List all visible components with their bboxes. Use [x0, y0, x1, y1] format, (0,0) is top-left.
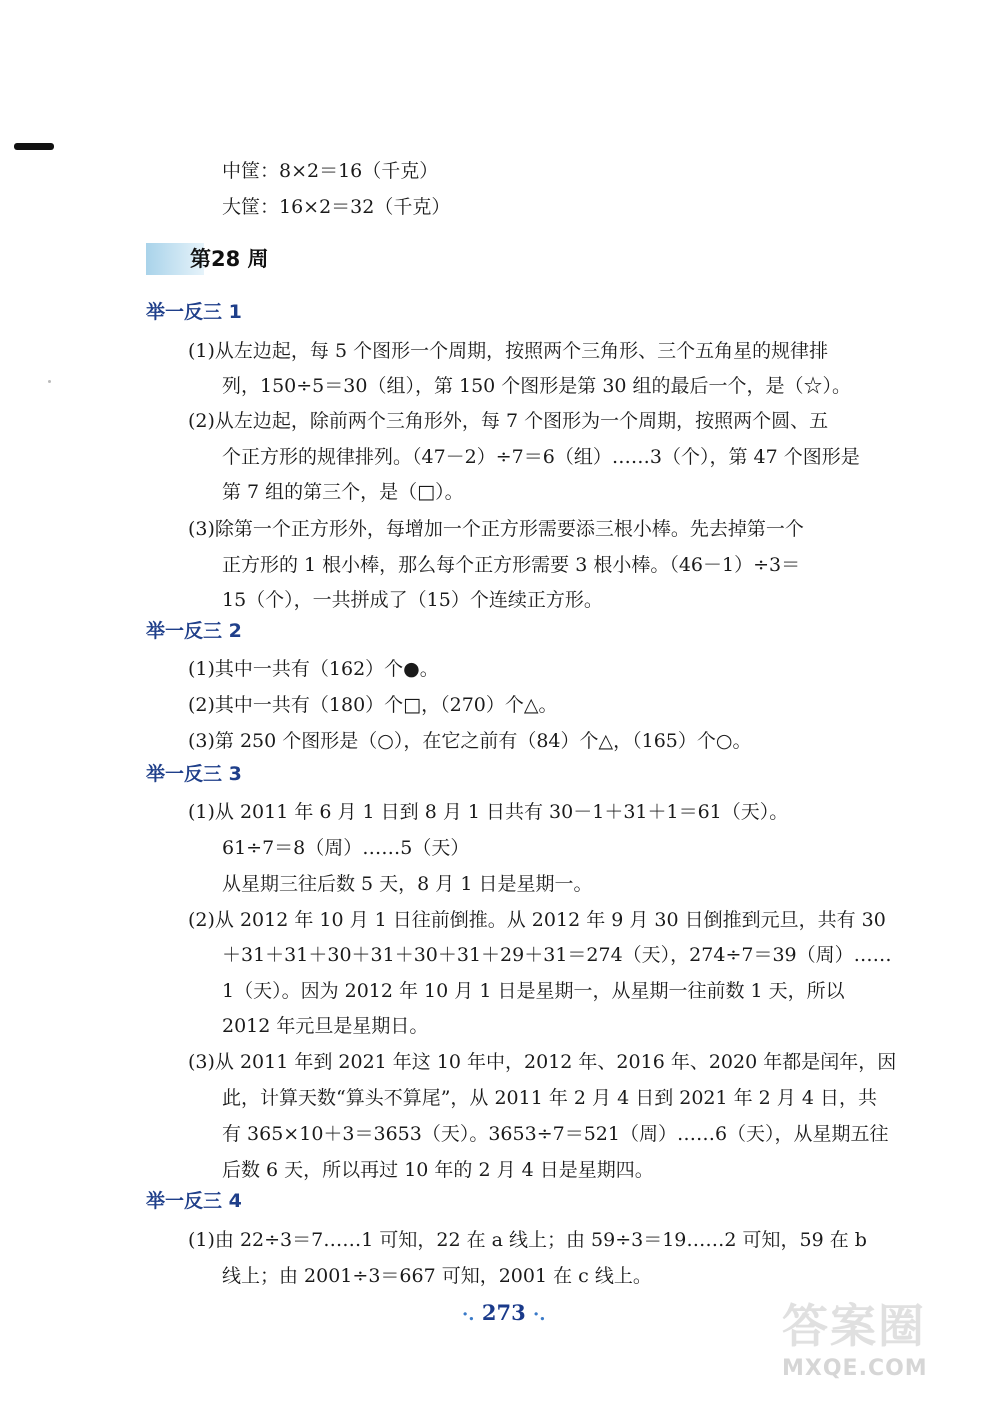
page-number — [462, 1300, 546, 1325]
s3-p3-line1: (3)从 2011 年到 2021 年这 10 年中，2012 年、2016 年、2020 年都是闰年，因 — [188, 1051, 897, 1073]
watermark-logo — [782, 1290, 982, 1400]
s3-p1-line1: (1)从 2011 年 6 月 1 日到 8 月 1 日共有 30－1＋31＋1＝61（天）。 — [188, 801, 789, 823]
week-title: 第28 周 — [190, 247, 269, 271]
page-edge-mark — [14, 143, 54, 150]
s3-p2-line4: 2012 年元旦是星期日。 — [222, 1015, 429, 1037]
section-heading-1: 举一反三 1 — [146, 301, 242, 323]
s3-p2-line1: (2)从 2012 年 10 月 1 日往前倒推。从 2012 年 9 月 30 日倒推到元旦，共有 30 — [188, 909, 886, 931]
s2-p3: (3)第 250 个图形是（○），在它之前有（84）个△，（165）个○。 — [188, 730, 752, 752]
s1-p3-line2: 正方形的 1 根小棒，那么每个正方形需要 3 根小棒。（46－1）÷3＝ — [222, 554, 801, 576]
page-number-dots-left: ·. — [462, 1304, 475, 1325]
medium-basket-line: 中筐：8×2＝16（千克） — [222, 160, 439, 182]
s1-p2-line2: 个正方形的规律排列。（47－2）÷7＝6（组）……3（个），第 47 个图形是 — [222, 446, 860, 468]
s1-p3-line3: 15（个），一共拼成了（15）个连续正方形。 — [222, 589, 603, 611]
page-number-dots-right: ·. — [533, 1304, 546, 1325]
section-heading-4: 举一反三 4 — [146, 1190, 242, 1212]
s3-p1-line3: 从星期三往后数 5 天，8 月 1 日是星期一。 — [222, 873, 593, 895]
s1-p2-line1: (2)从左边起，除前两个三角形外，每 7 个图形为一个周期，按照两个圆、五 — [188, 410, 829, 432]
watermark-title: 答案圈 — [782, 1299, 926, 1353]
s3-p2-line2: ＋31＋31＋30＋31＋30＋31＋29＋31＝274（天），274÷7＝39（周）…… — [222, 944, 892, 966]
s1-p1-line2: 列，150÷5＝30（组），第 150 个图形是第 30 组的最后一个，是（☆）。 — [222, 375, 852, 397]
s3-p1-line2: 61÷7＝8（周）……5（天） — [222, 837, 470, 859]
week-header — [146, 243, 306, 275]
s2-p2: (2)其中一共有（180）个□，（270）个△。 — [188, 694, 558, 716]
s1-p1-line1: (1)从左边起，每 5 个图形一个周期，按照两个三角形、三个五角星的规律排 — [188, 340, 829, 362]
s3-p2-line3: 1（天）。因为 2012 年 10 月 1 日是星期一，从星期一往前数 1 天，所以 — [222, 980, 845, 1002]
scan-speck — [48, 380, 51, 383]
page-number-value: 273 — [481, 1300, 526, 1325]
section-heading-3: 举一反三 3 — [146, 763, 242, 785]
s4-p1-line2: 线上；由 2001÷3＝667 可知，2001 在 c 线上。 — [222, 1265, 652, 1287]
s3-p3-line2: 此，计算天数“算头不算尾”，从 2011 年 2 月 4 日到 2021 年 2 月 4 日，共 — [222, 1087, 877, 1109]
section-heading-2: 举一反三 2 — [146, 620, 242, 642]
s3-p3-line3: 有 365×10＋3＝3653（天）。3653÷7＝521（周）……6（天），从星期五往 — [222, 1123, 889, 1145]
s2-p1: (1)其中一共有（162）个●。 — [188, 658, 439, 680]
s1-p2-line3: 第 7 组的第三个，是（□）。 — [222, 481, 464, 503]
large-basket-line: 大筐：16×2＝32（千克） — [222, 196, 451, 218]
watermark-url: MXQE.COM — [782, 1356, 928, 1381]
s4-p1-line1: (1)由 22÷3＝7……1 可知，22 在 a 线上；由 59÷3＝19……2 可知，59 在 b — [188, 1229, 867, 1251]
s3-p3-line4: 后数 6 天，所以再过 10 年的 2 月 4 日是星期四。 — [222, 1159, 654, 1181]
s1-p3-line1: (3)除第一个正方形外，每增加一个正方形需要添三根小棒。先去掉第一个 — [188, 518, 804, 540]
